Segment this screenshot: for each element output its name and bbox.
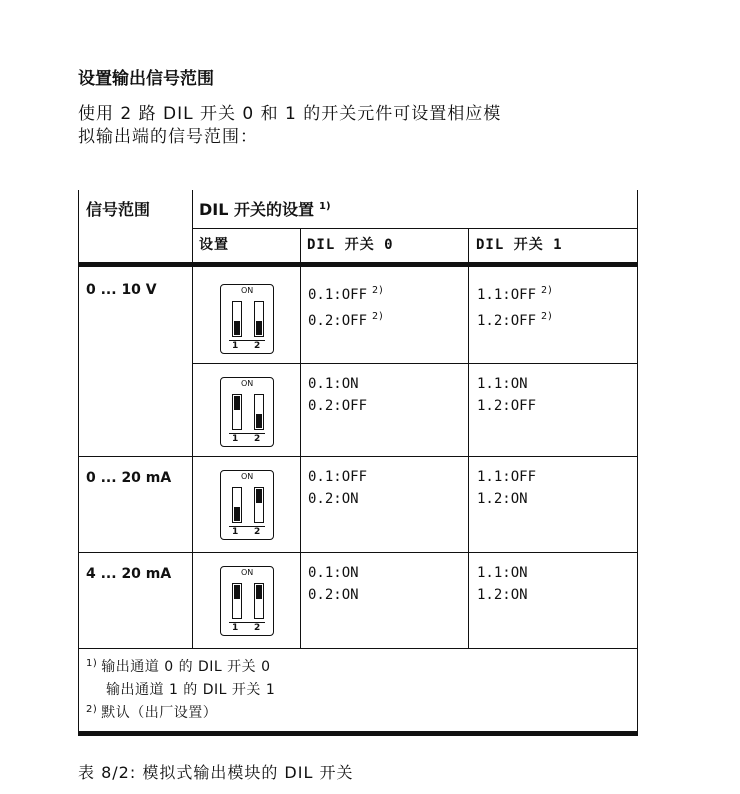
dil-switch-table <box>78 190 638 736</box>
switch-value: 1.2:OFF $^{2)}$ <box>477 311 554 329</box>
footnote-ref-2: 2) <box>372 285 385 296</box>
row-line-2 <box>78 456 638 457</box>
switch-value: 0.1:OFF <box>308 469 368 485</box>
cell-dil-1-values <box>477 562 528 606</box>
table-border-left <box>78 190 79 736</box>
dip-on-label: ON <box>241 568 254 577</box>
dip-on-label: ON <box>241 379 254 388</box>
bottom-rule <box>78 731 638 736</box>
dip-switch-2 <box>254 487 264 523</box>
dip-number-2: 2 <box>254 341 261 351</box>
switch-value: 1.1:OFF $^{2)}$ <box>477 285 554 303</box>
cell-dil-0-values <box>308 466 367 510</box>
switch-value: 0.1:ON <box>308 376 359 392</box>
row-line-3 <box>78 552 638 553</box>
dip-number-1: 1 <box>232 527 239 537</box>
dip-on-label: ON <box>241 472 254 481</box>
footnote-2-mark: 2) <box>86 704 98 715</box>
cell-dil-1-values <box>477 280 553 332</box>
table-border-right <box>637 190 638 736</box>
intro-line-2: 拟输出端的信号范围： <box>78 127 258 147</box>
cell-dil-0-values <box>308 280 384 332</box>
switch-value: 0.2:ON <box>308 587 359 603</box>
switch-value: 0.1:OFF $^{2)}$ <box>308 285 385 303</box>
dip-switch-graphic <box>220 284 274 354</box>
range-0-20ma: 0 ... 20 mA <box>86 470 172 486</box>
subheader-dil-1: DIL 开关 1 <box>476 237 563 253</box>
cell-dil-0-values <box>308 562 359 606</box>
dip-switch-2 <box>254 583 264 619</box>
cell-dil-1-values <box>477 466 536 510</box>
row-line-4 <box>78 648 638 649</box>
range-4-20ma: 4 ... 20 mA <box>86 566 172 582</box>
footnote-ref-2: 2) <box>541 285 554 296</box>
dip-switch-1 <box>232 301 242 337</box>
col-header-dil-setting <box>199 197 331 220</box>
table-caption: 表 8/2: 模拟式输出模块的 DIL 开关 <box>78 763 354 782</box>
row-line-1 <box>192 363 637 364</box>
switch-value: 0.2:OFF <box>308 398 368 414</box>
cell-dil-0-values <box>308 373 367 417</box>
dip-number-2: 2 <box>254 623 261 633</box>
dip-knob-off <box>256 321 262 335</box>
footnote-1-line-1 <box>86 656 271 676</box>
footnote-2 <box>86 702 217 722</box>
dip-number-1: 1 <box>232 434 239 444</box>
col-header-dil-setting-text: DIL 开关的设置 <box>199 200 315 219</box>
col-divider-3 <box>468 228 469 648</box>
dip-switch-2 <box>254 394 264 430</box>
col-header-signal-range: 信号范围 <box>86 200 151 219</box>
intro-paragraph <box>78 103 638 149</box>
switch-value: 0.1:ON <box>308 565 359 581</box>
dip-number-1: 1 <box>232 623 239 633</box>
footnote-ref-1: 1) <box>319 201 331 212</box>
subheader-dil-0: DIL 开关 0 <box>307 237 394 253</box>
switch-value: 0.2:OFF $^{2)}$ <box>308 311 385 329</box>
switch-value: 1.2:OFF <box>477 398 537 414</box>
col-divider-1 <box>192 190 193 648</box>
dip-switch-graphic <box>220 377 274 447</box>
footnote-2-text: 默认（出厂设置） <box>101 705 218 721</box>
dip-knob-on <box>256 489 262 503</box>
dip-number-1: 1 <box>232 341 239 351</box>
dip-switch-2 <box>254 301 264 337</box>
dip-switch-1 <box>232 583 242 619</box>
cell-dil-1-values <box>477 373 536 417</box>
dip-on-label: ON <box>241 286 254 295</box>
switch-value: 1.2:ON <box>477 587 528 603</box>
footnote-1-mark: 1) <box>86 658 98 669</box>
subheader-setting: 设置 <box>199 237 229 253</box>
dip-knob-on <box>256 585 262 599</box>
dip-number-2: 2 <box>254 434 261 444</box>
dip-number-2: 2 <box>254 527 261 537</box>
switch-value: 1.1:ON <box>477 565 528 581</box>
switch-value: 1.1:OFF <box>477 469 537 485</box>
dip-knob-off <box>234 321 240 335</box>
footnote-ref-2: 2) <box>541 311 554 322</box>
intro-line-1: 使用 2 路 DIL 开关 0 和 1 的开关元件可设置相应模 <box>78 104 502 124</box>
dip-knob-off <box>234 507 240 521</box>
footnote-1-text: 输出通道 0 的 DIL 开关 0 <box>101 659 271 675</box>
dip-knob-on <box>234 396 240 410</box>
switch-value: 1.1:ON <box>477 376 528 392</box>
footnote-1-line-2: 输出通道 1 的 DIL 开关 1 <box>106 682 276 698</box>
col-divider-2 <box>300 228 301 648</box>
dip-switch-graphic <box>220 470 274 540</box>
range-0-10v: 0 ... 10 V <box>86 282 157 298</box>
switch-value: 1.2:ON <box>477 491 528 507</box>
dip-switch-1 <box>232 487 242 523</box>
footnote-ref-2: 2) <box>372 311 385 322</box>
subheader-line <box>192 228 637 229</box>
dip-switch-graphic <box>220 566 274 636</box>
header-rule <box>78 262 638 267</box>
section-heading: 设置输出信号范围 <box>78 69 214 89</box>
dip-switch-1 <box>232 394 242 430</box>
switch-value: 0.2:ON <box>308 491 359 507</box>
dip-knob-off <box>256 414 262 428</box>
dip-knob-on <box>234 585 240 599</box>
